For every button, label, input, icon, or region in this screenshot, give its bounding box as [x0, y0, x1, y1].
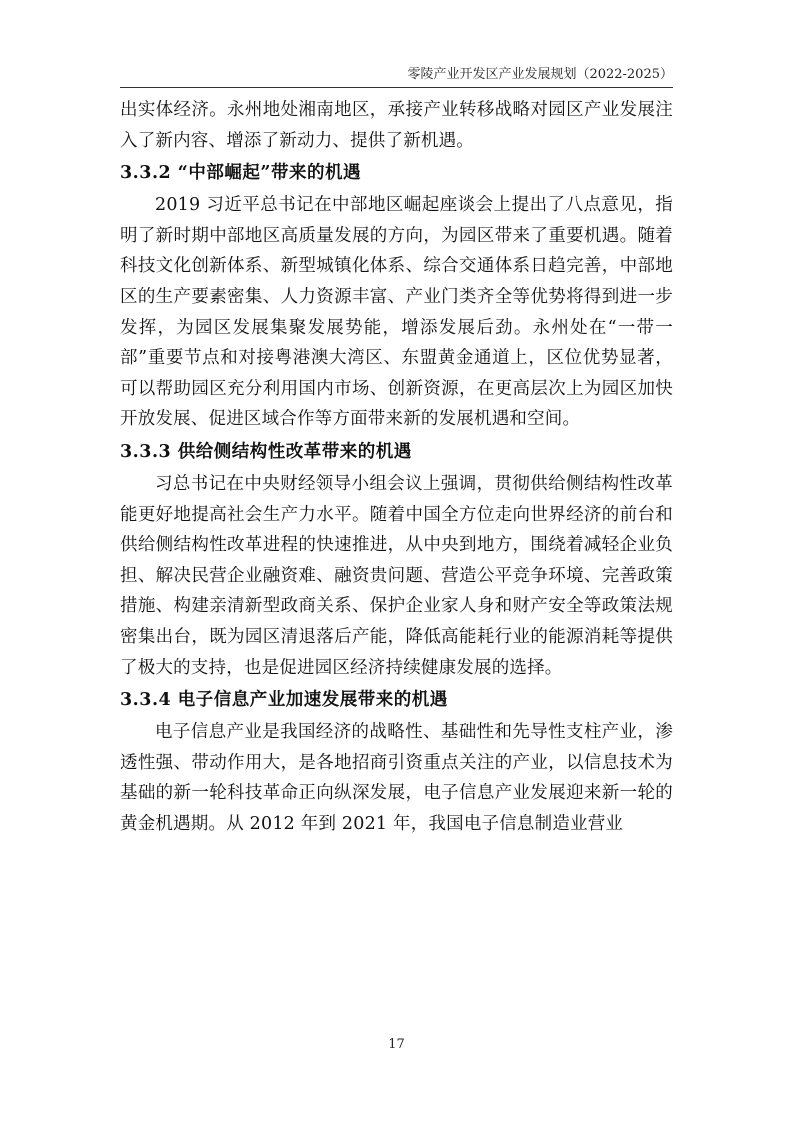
section-paragraph-3-3-3: 习总书记在中央财经领导小组会议上强调，贯彻供给侧结构性改革能更好地提高社会生产力水平。随着中国全方位走向世界经济的前台和供给侧结构性改革进程的快速推进，从中央到地方，围绕着减轻企业负担、解决民营企业融资难、融资贵问题、营造公平竞争环境、完善政策措施、构建亲清新型政商关系、保护企业家人身和财产安全等政策法规密集出台，既为园区清退落后产能，降低高能耗行业的能源消耗等提供了极大的支持，也是促进园区经济持续健康发展的选择。 — [120, 473, 673, 678]
section-paragraph-3-3-4: 电子信息产业是我国经济的战略性、基础性和先导性支柱产业，渗透性强、带动作用大，是各地招商引资重点关注的产业，以信息技术为基础的新一轮科技革命正向纵深发展，电子信息产业发展迎来新一轮的黄金机遇期。从 2012 年到 2021 年，我国电子信息制造业营业 — [120, 722, 673, 834]
document-body — [120, 95, 673, 839]
section-heading-3-3-2: 3.3.2 “中部崛起”带来的机遇 — [120, 163, 361, 184]
header-rule — [120, 87, 673, 88]
intro-paragraph: 出实体经济。永州地处湘南地区，承接产业转移战略对园区产业发展注入了新内容、增添了新动力、提供了新机遇。 — [120, 100, 673, 151]
page-number: 17 — [388, 1037, 405, 1052]
running-header: 零陵产业开发区产业发展规划（2022-2025） — [407, 67, 673, 82]
section-heading-3-3-3: 3.3.3 供给侧结构性改革带来的机遇 — [120, 441, 412, 462]
section-paragraph-3-3-2: 2019 习近平总书记在中部地区崛起座谈会上提出了八点意见，指明了新时期中部地区高质量发展的方向，为园区带来了重要机遇。随着科技文化创新体系、新型城镇化体系、综合交通体系日趋完善，中部地区的生产要素密集、人力资源丰富、产业门类齐全等优势将得到进一步发挥，为园区发展集聚发展势能，增添发展后劲。永州处在“一带一部”重要节点和对接粤港澳大湾区、东盟黄金通道上，区位优势显著，可以帮助园区充分利用国内市场、创新资源，在更高层次上为园区加快开放发展、促进区域合作等方面带来新的发展机遇和空间。 — [120, 195, 673, 430]
section-heading-3-3-4: 3.3.4 电子信息产业加速发展带来的机遇 — [120, 690, 448, 711]
